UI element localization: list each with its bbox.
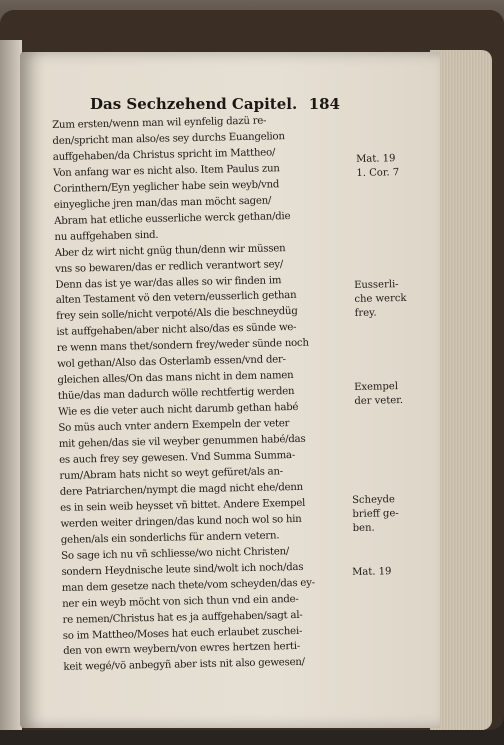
- text-line: re nemen/Christus hat es ja auffgehaben/sagt al-: [62, 609, 303, 626]
- text-line: alten Testament vö den vetern/eusserlich gethan: [55, 290, 297, 307]
- text-line: auffgehaben/da Christus spricht im Mattheo/: [52, 147, 276, 163]
- text-line: thüe/das man dadurch wölle rechtfertig werden: [57, 386, 295, 403]
- text-line: frey sein solle/nicht verpoté/Als die beschneydüg: [56, 306, 298, 323]
- left-page-edge: [0, 40, 22, 730]
- text-line: keit wegé/vö anbegyñ aber ists nit also gewesen/: [63, 657, 305, 674]
- note-line: Eusserli-: [354, 279, 399, 291]
- text-line: den von ewrn weybern/von ewres hertzen herti-: [63, 641, 301, 658]
- text-line: re wenn mans thet/sondern frey/weder sünde noch: [56, 338, 309, 355]
- running-head: [90, 95, 340, 113]
- text-line: so im Mattheo/Moses hat euch erlaubet zuschei-: [62, 625, 303, 642]
- text-line: ner ein weyb möcht von sich thun vnd ein ande-: [62, 593, 299, 610]
- note-line: brieff ge-: [352, 508, 399, 520]
- text-line: den/spricht man also/es sey durchs Euangelion: [52, 131, 285, 147]
- text-line: Von anfang war es nicht also. Item Paulus zun: [53, 163, 280, 179]
- body-text: [52, 112, 364, 677]
- text-line: man dem gesetze nach thete/vom scheyden/das ey-: [61, 577, 315, 594]
- text-line: werden weiter dringen/das kund noch wol so hin: [60, 513, 302, 530]
- text-line: ist auffgehaben/aber nicht also/das es sünde we-: [56, 322, 297, 339]
- text-line: es in sein weib heysset vñ bittet. Andere Exempel: [60, 497, 306, 514]
- text-line: wol gethan/Also das Osterlamb essen/vnd der-: [57, 354, 286, 371]
- text-line: einyegliche jren man/das man möcht sagen/: [53, 195, 272, 211]
- text-line: rum/Abram hats nicht so weyt gefüret/als an-: [59, 466, 284, 482]
- note-line: Scheyde: [352, 494, 396, 506]
- note-line: ben.: [352, 522, 375, 534]
- text-line: So sage ich nu vñ schliesse/wo nicht Christen/: [61, 545, 290, 562]
- text-line: sondern Heydnische leute sind/wolt ich noch/das: [61, 561, 304, 578]
- text-line: es auch frey sey gewesen. Vnd Summa Summa-: [59, 450, 296, 466]
- text-line: gehen/als ein sonderlichs für andern vetern.: [60, 530, 280, 546]
- text-line: Denn das ist ye war/das alles so wir finden im: [55, 274, 282, 291]
- text-line: vns so bewaren/das er redlich verantwort sey/: [55, 258, 284, 275]
- note-line: frey.: [354, 307, 377, 319]
- marginal-note: [352, 493, 399, 536]
- note-line: der veter.: [354, 394, 404, 407]
- text-line: Abram hat etliche eusserliche werck gethan/die: [54, 210, 291, 227]
- text-line: dere Patriarchen/nympt die magd nicht ehe/denn: [59, 481, 304, 498]
- text-line: Zum ersten/wenn man wil eynfelig dazü re-: [52, 115, 267, 131]
- text-line: So müs auch vnter andern Exempeln der veter: [58, 418, 290, 435]
- text-line: Corinthern/Eyn yeglicher habe sein weyb/vnd: [53, 179, 280, 195]
- text-line: Aber dz wirt nicht gnüg thun/denn wir müssen: [54, 242, 286, 259]
- marginal-note: [354, 278, 407, 321]
- text-line: gleichen alles/On das mans nicht in dem namen: [57, 370, 294, 387]
- note-line: Mat. 19: [352, 566, 392, 578]
- note-line: Exempel: [354, 381, 399, 393]
- chapter-title: Das Sechzehend Capitel.: [90, 95, 298, 113]
- note-line: 1. Cor. 7: [356, 167, 400, 179]
- marginal-note: [356, 152, 399, 181]
- text-line: mit gehen/das sie vil weyber genummen habé/das: [58, 433, 306, 450]
- marginal-note: [352, 565, 392, 580]
- text-line: Wie es die veter auch nicht darumb gethan habé: [58, 402, 299, 419]
- page-number: 184: [308, 95, 340, 113]
- note-line: che werck: [354, 292, 407, 305]
- marginal-note: [354, 380, 403, 409]
- note-line: Mat. 19: [356, 153, 396, 165]
- text-line: nu auffgehaben sind.: [54, 229, 159, 243]
